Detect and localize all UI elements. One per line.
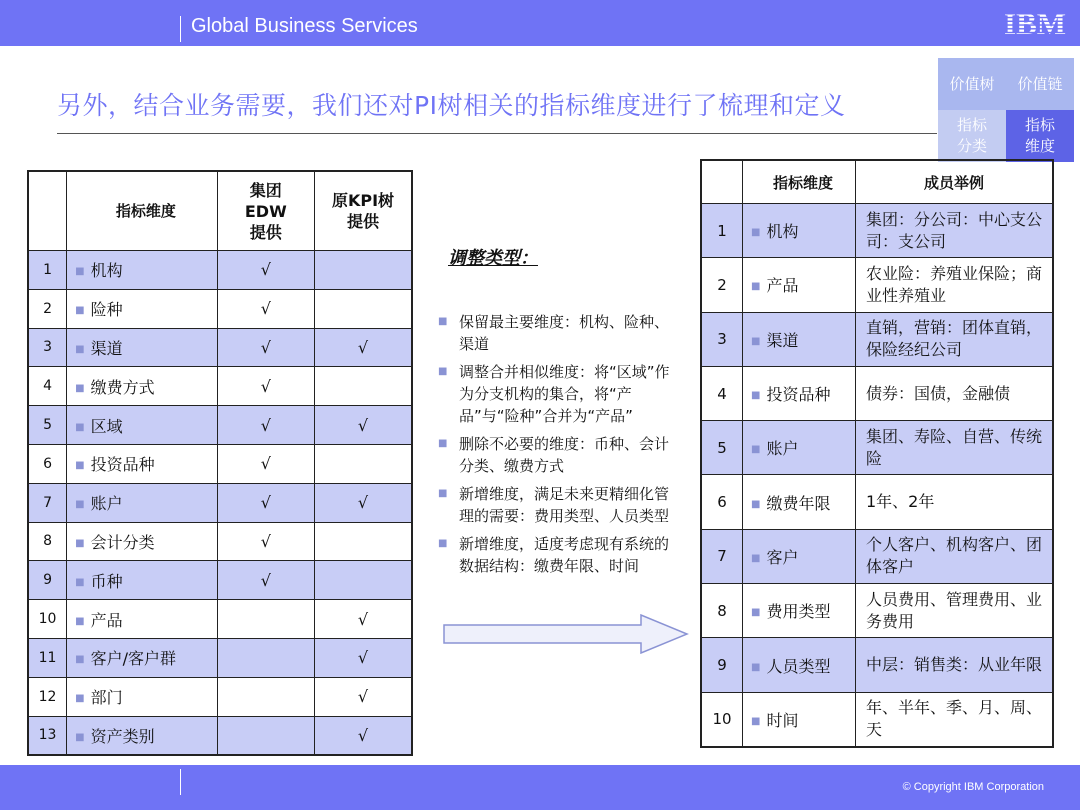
puzzle-piece-value-tree: 价值树 <box>938 58 1006 110</box>
edw-check: √ <box>217 561 314 600</box>
row-number: 13 <box>28 716 67 755</box>
dimension-name: 产品 <box>766 276 799 296</box>
kpi-check: √ <box>315 406 412 445</box>
row-number: 1 <box>701 204 743 258</box>
kpi-check <box>315 522 412 561</box>
dimension-name: 机构 <box>90 261 123 281</box>
row-number: 12 <box>28 677 67 716</box>
list-item <box>436 483 680 527</box>
table-row <box>701 258 1053 312</box>
bullet-icon: ■ <box>75 421 85 433</box>
header-dimension: 指标维度 <box>743 160 856 204</box>
header-num <box>28 171 67 251</box>
table-row <box>701 584 1053 638</box>
dimension-name: 机构 <box>766 222 799 242</box>
dimension-source-table <box>27 170 413 756</box>
dimension-cell <box>743 366 856 420</box>
row-number: 10 <box>28 600 67 639</box>
dimension-cell <box>67 638 217 677</box>
dimension-cell <box>67 483 217 522</box>
kpi-check <box>315 561 412 600</box>
row-number: 11 <box>28 638 67 677</box>
row-number: 9 <box>28 561 67 600</box>
member-examples: 个人客户、机构客户、团体客户 <box>856 529 1054 583</box>
member-examples: 年、半年、季、月、周、天 <box>856 692 1054 747</box>
dimension-name: 渠道 <box>90 338 123 358</box>
dimension-cell <box>67 522 217 561</box>
edw-check <box>217 638 314 677</box>
dimension-name: 费用类型 <box>766 602 831 622</box>
footer-divider <box>180 769 181 795</box>
member-examples: 债券：国债，金融债 <box>856 366 1054 420</box>
adjustment-title: 调整类型： <box>448 248 538 269</box>
dimension-cell <box>743 638 856 692</box>
header-bar <box>0 0 1080 46</box>
table-row <box>701 312 1053 366</box>
table-row <box>28 638 412 677</box>
row-number: 10 <box>701 692 743 747</box>
bullet-icon: ■ <box>751 227 761 239</box>
dimension-name: 产品 <box>90 610 123 630</box>
row-number: 3 <box>701 312 743 366</box>
member-examples: 直销，营销：团体直销，保险经纪公司 <box>856 312 1054 366</box>
row-number: 6 <box>28 444 67 483</box>
bullet-icon: ■ <box>751 607 761 619</box>
edw-check: √ <box>217 367 314 406</box>
row-number: 2 <box>28 289 67 328</box>
dimension-cell <box>67 251 217 290</box>
row-number: 1 <box>28 251 67 290</box>
edw-check: √ <box>217 289 314 328</box>
dimension-name: 时间 <box>766 710 799 730</box>
table-row <box>701 366 1053 420</box>
bullet-icon: ■ <box>75 731 85 743</box>
list-item-text: 调整合并相似维度：将“区域”作为分支机构的集合，将“产品”与“险种”合并为“产品” <box>459 363 670 425</box>
header-examples: 成员举例 <box>856 160 1054 204</box>
member-examples: 农业险：养殖业保险；商业性养殖业 <box>856 258 1054 312</box>
kpi-check: √ <box>315 677 412 716</box>
table-header-row <box>701 160 1053 204</box>
edw-check: √ <box>217 328 314 367</box>
row-number: 7 <box>28 483 67 522</box>
bullet-icon: ■ <box>751 661 761 673</box>
kpi-check <box>315 444 412 483</box>
dimension-cell <box>743 692 856 747</box>
bullet-icon: ■ <box>75 576 85 588</box>
row-number: 2 <box>701 258 743 312</box>
dimension-cell <box>67 600 217 639</box>
row-number: 9 <box>701 638 743 692</box>
dimension-cell <box>743 475 856 529</box>
dimension-name: 人员类型 <box>766 656 831 676</box>
list-item <box>436 311 680 355</box>
member-examples: 集团：分公司：中心支公司：支公司 <box>856 204 1054 258</box>
row-number: 8 <box>28 522 67 561</box>
dimension-name: 投资品种 <box>90 455 155 475</box>
dimension-cell <box>67 328 217 367</box>
svg-text:IBM: IBM <box>1004 7 1066 37</box>
row-number: 8 <box>701 584 743 638</box>
member-examples: 人员费用、管理费用、业务费用 <box>856 584 1054 638</box>
member-examples: 1年、2年 <box>856 475 1054 529</box>
table-row <box>701 692 1053 747</box>
row-number: 5 <box>701 421 743 475</box>
row-number: 5 <box>28 406 67 445</box>
edw-check: √ <box>217 251 314 290</box>
table-row <box>28 328 412 367</box>
puzzle-piece-value-chain: 价值链 <box>1006 58 1074 110</box>
header-dimension: 指标维度 <box>67 171 217 251</box>
table-row <box>28 522 412 561</box>
header-num <box>701 160 743 204</box>
row-number: 3 <box>28 328 67 367</box>
list-item <box>436 433 680 477</box>
edw-check: √ <box>217 444 314 483</box>
table-row <box>28 716 412 755</box>
edw-check: √ <box>217 522 314 561</box>
bullet-icon: ■ <box>751 498 761 510</box>
dimension-name: 部门 <box>90 688 123 708</box>
table-header-row <box>28 171 412 251</box>
row-number: 4 <box>28 367 67 406</box>
bullet-icon: ■ <box>751 390 761 402</box>
bullet-icon: ■ <box>75 305 85 317</box>
table-row <box>701 638 1053 692</box>
list-item-text: 新增维度，满足未来更精细化管理的需要：费用类型、人员类型 <box>459 485 670 525</box>
dimension-cell <box>743 204 856 258</box>
kpi-check <box>315 289 412 328</box>
table-row <box>28 251 412 290</box>
dimension-name: 客户 <box>766 547 799 567</box>
title-divider <box>57 133 937 134</box>
ibm-logo <box>998 7 1072 37</box>
edw-check: √ <box>217 483 314 522</box>
brand-name: Global Business Services <box>191 15 418 37</box>
copyright: © Copyright IBM Corporation <box>902 781 1044 793</box>
list-item <box>436 533 680 577</box>
bullet-icon: ■ <box>75 499 85 511</box>
dimension-name: 区域 <box>90 416 123 436</box>
table-row <box>28 367 412 406</box>
right-arrow-icon <box>443 614 689 654</box>
dimension-name: 险种 <box>90 300 123 320</box>
dimension-member-table <box>700 159 1054 748</box>
table-row <box>28 444 412 483</box>
page-title: 另外，结合业务需要，我们还对PI树相关的指标维度进行了梳理和定义 <box>57 91 846 120</box>
kpi-check: √ <box>315 638 412 677</box>
dimension-name: 投资品种 <box>766 385 831 405</box>
dimension-cell <box>743 312 856 366</box>
header-edw: 集团 EDW 提供 <box>217 171 314 251</box>
member-examples: 集团、寿险、自营、传统险 <box>856 421 1054 475</box>
table-row <box>28 406 412 445</box>
footer-bar <box>0 765 1080 810</box>
bullet-icon: ■ <box>75 460 85 472</box>
bullet-icon: ■ <box>75 615 85 627</box>
list-item <box>436 361 680 427</box>
dimension-cell <box>67 444 217 483</box>
table-row <box>28 289 412 328</box>
edw-check <box>217 677 314 716</box>
table-row <box>701 421 1053 475</box>
dimension-name: 币种 <box>90 571 123 591</box>
table-row <box>28 483 412 522</box>
dimension-cell <box>743 529 856 583</box>
bullet-icon: ■ <box>751 281 761 293</box>
bullet-icon: ■ <box>75 654 85 666</box>
row-number: 6 <box>701 475 743 529</box>
bullet-icon: ■ <box>75 266 85 278</box>
dimension-name: 资产类别 <box>90 726 155 746</box>
bullet-icon: ■ <box>438 316 448 327</box>
bullet-icon: ■ <box>75 693 85 705</box>
adjustment-list <box>436 311 680 583</box>
header-divider <box>180 16 181 42</box>
header-kpi: 原KPI树 提供 <box>315 171 412 251</box>
dimension-cell <box>743 584 856 638</box>
kpi-check: √ <box>315 716 412 755</box>
row-number: 7 <box>701 529 743 583</box>
table-row <box>701 529 1053 583</box>
list-item-text: 删除不必要的维度：币种、会计分类、缴费方式 <box>459 435 670 475</box>
kpi-check: √ <box>315 483 412 522</box>
dimension-cell <box>67 367 217 406</box>
dimension-name: 账户 <box>766 439 799 459</box>
row-number: 4 <box>701 366 743 420</box>
dimension-name: 缴费方式 <box>90 377 155 397</box>
kpi-check <box>315 367 412 406</box>
table-row <box>701 475 1053 529</box>
bullet-icon: ■ <box>751 335 761 347</box>
dimension-cell <box>743 258 856 312</box>
puzzle-graphic <box>938 58 1074 162</box>
dimension-name: 缴费年限 <box>766 493 831 513</box>
member-examples: 中层：销售类：从业年限 <box>856 638 1054 692</box>
edw-check <box>217 716 314 755</box>
list-item-text: 保留最主要维度：机构、险种、渠道 <box>459 313 670 353</box>
dimension-cell <box>743 421 856 475</box>
dimension-name: 客户/客户群 <box>90 649 176 669</box>
kpi-check: √ <box>315 600 412 639</box>
edw-check <box>217 600 314 639</box>
dimension-name: 账户 <box>90 494 123 514</box>
kpi-check: √ <box>315 328 412 367</box>
edw-check: √ <box>217 406 314 445</box>
bullet-icon: ■ <box>751 715 761 727</box>
list-item-text: 新增维度，适度考虑现有系统的数据结构：缴费年限、时间 <box>459 535 670 575</box>
dimension-name: 会计分类 <box>90 532 155 552</box>
puzzle-piece-metric-dimension: 指标 维度 <box>1006 110 1074 162</box>
dimension-cell <box>67 716 217 755</box>
bullet-icon: ■ <box>438 488 448 499</box>
bullet-icon: ■ <box>75 537 85 549</box>
table-row <box>28 600 412 639</box>
bullet-icon: ■ <box>438 438 448 449</box>
bullet-icon: ■ <box>751 552 761 564</box>
bullet-icon: ■ <box>75 343 85 355</box>
table-row <box>701 204 1053 258</box>
dimension-name: 渠道 <box>766 330 799 350</box>
dimension-cell <box>67 677 217 716</box>
puzzle-piece-metric-category: 指标 分类 <box>938 110 1006 162</box>
bullet-icon: ■ <box>438 538 448 549</box>
bullet-icon: ■ <box>438 366 448 377</box>
dimension-cell <box>67 406 217 445</box>
table-row <box>28 677 412 716</box>
bullet-icon: ■ <box>751 444 761 456</box>
dimension-cell <box>67 561 217 600</box>
table-row <box>28 561 412 600</box>
bullet-icon: ■ <box>75 382 85 394</box>
dimension-cell <box>67 289 217 328</box>
kpi-check <box>315 251 412 290</box>
